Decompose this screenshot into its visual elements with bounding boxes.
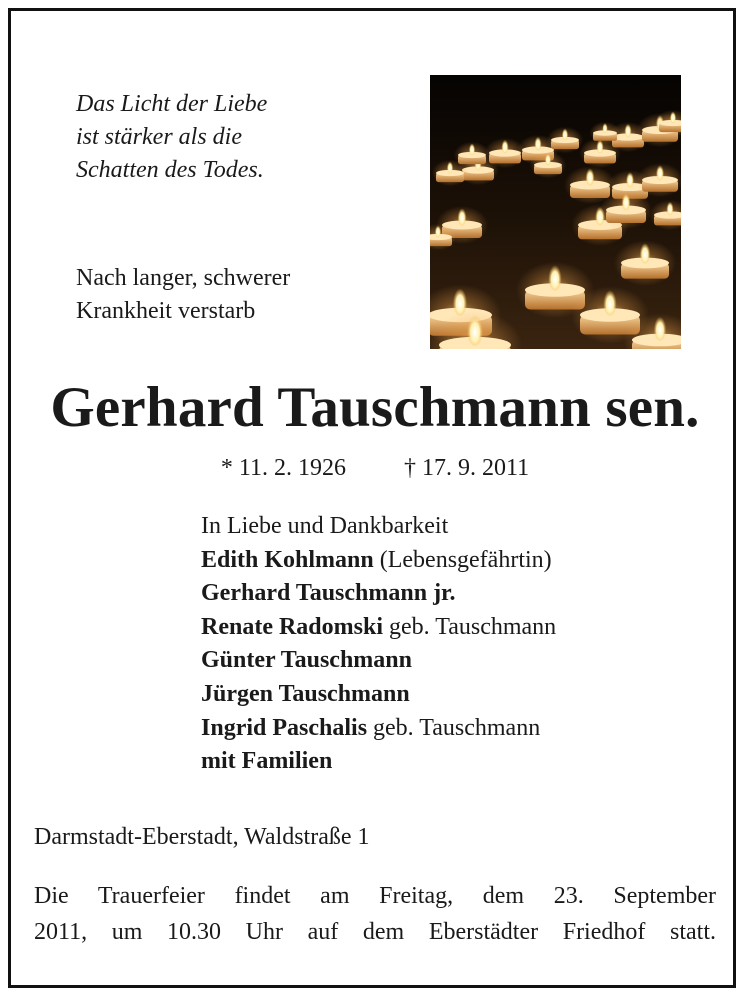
mourner-note: geb. Tauschmann bbox=[367, 714, 541, 741]
family-address: Darmstadt-Eberstadt, Waldstraße 1 bbox=[34, 824, 370, 850]
mourner-name: mit Familien bbox=[201, 748, 333, 775]
mourner-name: Gerhard Tauschmann jr. bbox=[201, 580, 456, 607]
mourner-name: Jürgen Tauschmann bbox=[201, 680, 410, 707]
funeral-line: 2011, um 10.30 Uhr auf dem Eberstädter Friedhof statt. bbox=[34, 919, 716, 945]
memorial-quote bbox=[76, 88, 416, 187]
mourners-intro: In Liebe und Dankbarkeit bbox=[201, 513, 449, 539]
intro-line: Krankheit verstarb bbox=[76, 298, 256, 324]
intro-line: Nach langer, schwerer bbox=[76, 265, 291, 291]
mourner-name: Renate Radomski bbox=[201, 613, 384, 640]
funeral-info bbox=[34, 878, 716, 950]
mourner-row bbox=[201, 577, 721, 611]
life-dates bbox=[0, 452, 750, 484]
mourner-note: geb. Tauschmann bbox=[383, 613, 557, 640]
candles-image bbox=[430, 75, 681, 349]
mourner-row bbox=[201, 544, 721, 578]
mourners-list bbox=[201, 510, 721, 779]
candles-photo bbox=[430, 75, 681, 349]
mourner-row bbox=[201, 644, 721, 678]
quote-line: Schatten des Todes. bbox=[76, 157, 264, 183]
mourner-row bbox=[201, 712, 721, 746]
birth-date: * 11. 2. 1926 bbox=[220, 455, 346, 481]
mourner-row bbox=[201, 678, 721, 712]
mourner-note: (Lebensgefährtin) bbox=[373, 546, 552, 573]
mourner-row bbox=[201, 611, 721, 645]
mourner-name: Edith Kohlmann bbox=[201, 546, 374, 573]
mourner-row bbox=[201, 745, 721, 779]
quote-line: Das Licht der Liebe bbox=[76, 91, 268, 117]
deceased-name: Gerhard Tauschmann sen. bbox=[50, 376, 700, 439]
death-date: † 17. 9. 2011 bbox=[404, 455, 530, 481]
mourner-name: Ingrid Paschalis bbox=[201, 714, 368, 741]
funeral-line: Die Trauerfeier findet am Freitag, dem 23. September bbox=[34, 883, 716, 909]
death-announcement-intro bbox=[76, 262, 416, 328]
quote-line: ist stärker als die bbox=[76, 124, 242, 150]
mourner-name: Günter Tauschmann bbox=[201, 647, 412, 674]
